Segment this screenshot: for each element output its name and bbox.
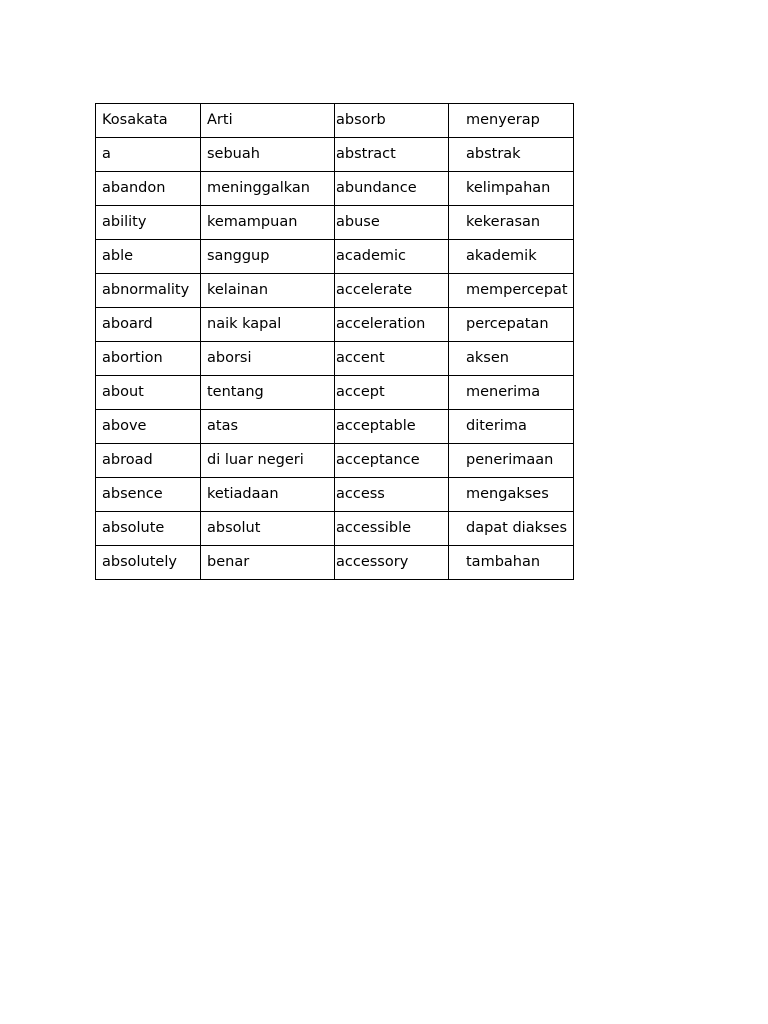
table-cell-word: acceptance [335, 444, 449, 478]
table-cell-meaning: mempercepat [449, 274, 574, 308]
table-row [96, 410, 574, 444]
table-cell-word: absolute [96, 512, 201, 546]
table-cell-meaning: kelimpahan [449, 172, 574, 206]
table-cell-meaning: dapat diakses [449, 512, 574, 546]
table-cell-meaning: naik kapal [201, 308, 335, 342]
table-cell-word: abundance [335, 172, 449, 206]
table-cell-meaning: abstrak [449, 138, 574, 172]
table-row [96, 172, 574, 206]
vocabulary-table [95, 103, 574, 580]
table-cell-word: a [96, 138, 201, 172]
table-cell-meaning: menyerap [449, 104, 574, 138]
table-row [96, 376, 574, 410]
table-cell-word: accent [335, 342, 449, 376]
table-cell-word: above [96, 410, 201, 444]
table-cell-meaning: mengakses [449, 478, 574, 512]
table-cell-word: academic [335, 240, 449, 274]
table-cell-word: accessory [335, 546, 449, 580]
table-cell-word: able [96, 240, 201, 274]
table-cell-word: abstract [335, 138, 449, 172]
table-row [96, 546, 574, 580]
table-cell-meaning: ketiadaan [201, 478, 335, 512]
table-cell-word: accept [335, 376, 449, 410]
table-row [96, 478, 574, 512]
table-row [96, 138, 574, 172]
table-cell-meaning: penerimaan [449, 444, 574, 478]
table-cell-meaning: menerima [449, 376, 574, 410]
table-row [96, 104, 574, 138]
table-cell-meaning: kekerasan [449, 206, 574, 240]
table-cell-word: accessible [335, 512, 449, 546]
table-cell-meaning: absolut [201, 512, 335, 546]
table-row [96, 342, 574, 376]
table-cell-word: abnormality [96, 274, 201, 308]
table-cell-meaning: kemampuan [201, 206, 335, 240]
table-cell-meaning: kelainan [201, 274, 335, 308]
table-row [96, 308, 574, 342]
table-cell-meaning: tambahan [449, 546, 574, 580]
table-cell-meaning: tentang [201, 376, 335, 410]
table-cell-meaning: Arti [201, 104, 335, 138]
table-row [96, 274, 574, 308]
table-cell-meaning: aborsi [201, 342, 335, 376]
table-cell-meaning: akademik [449, 240, 574, 274]
table-cell-meaning: di luar negeri [201, 444, 335, 478]
table-cell-word: absorb [335, 104, 449, 138]
table-cell-word: about [96, 376, 201, 410]
table-cell-meaning: benar [201, 546, 335, 580]
table-cell-word: abuse [335, 206, 449, 240]
table-cell-meaning: diterima [449, 410, 574, 444]
table-cell-word: aboard [96, 308, 201, 342]
table-cell-meaning: sanggup [201, 240, 335, 274]
table-cell-word: accelerate [335, 274, 449, 308]
vocabulary-table-body [96, 104, 574, 580]
table-cell-word: access [335, 478, 449, 512]
table-cell-word: Kosakata [96, 104, 201, 138]
table-cell-word: absolutely [96, 546, 201, 580]
table-cell-word: ability [96, 206, 201, 240]
table-cell-word: abroad [96, 444, 201, 478]
table-cell-word: abandon [96, 172, 201, 206]
table-cell-meaning: aksen [449, 342, 574, 376]
table-row [96, 206, 574, 240]
table-cell-meaning: atas [201, 410, 335, 444]
table-cell-word: acceptable [335, 410, 449, 444]
table-row [96, 240, 574, 274]
table-row [96, 512, 574, 546]
table-cell-meaning: percepatan [449, 308, 574, 342]
table-cell-word: absence [96, 478, 201, 512]
table-cell-meaning: sebuah [201, 138, 335, 172]
table-cell-word: abortion [96, 342, 201, 376]
table-row [96, 444, 574, 478]
table-cell-word: acceleration [335, 308, 449, 342]
table-cell-meaning: meninggalkan [201, 172, 335, 206]
